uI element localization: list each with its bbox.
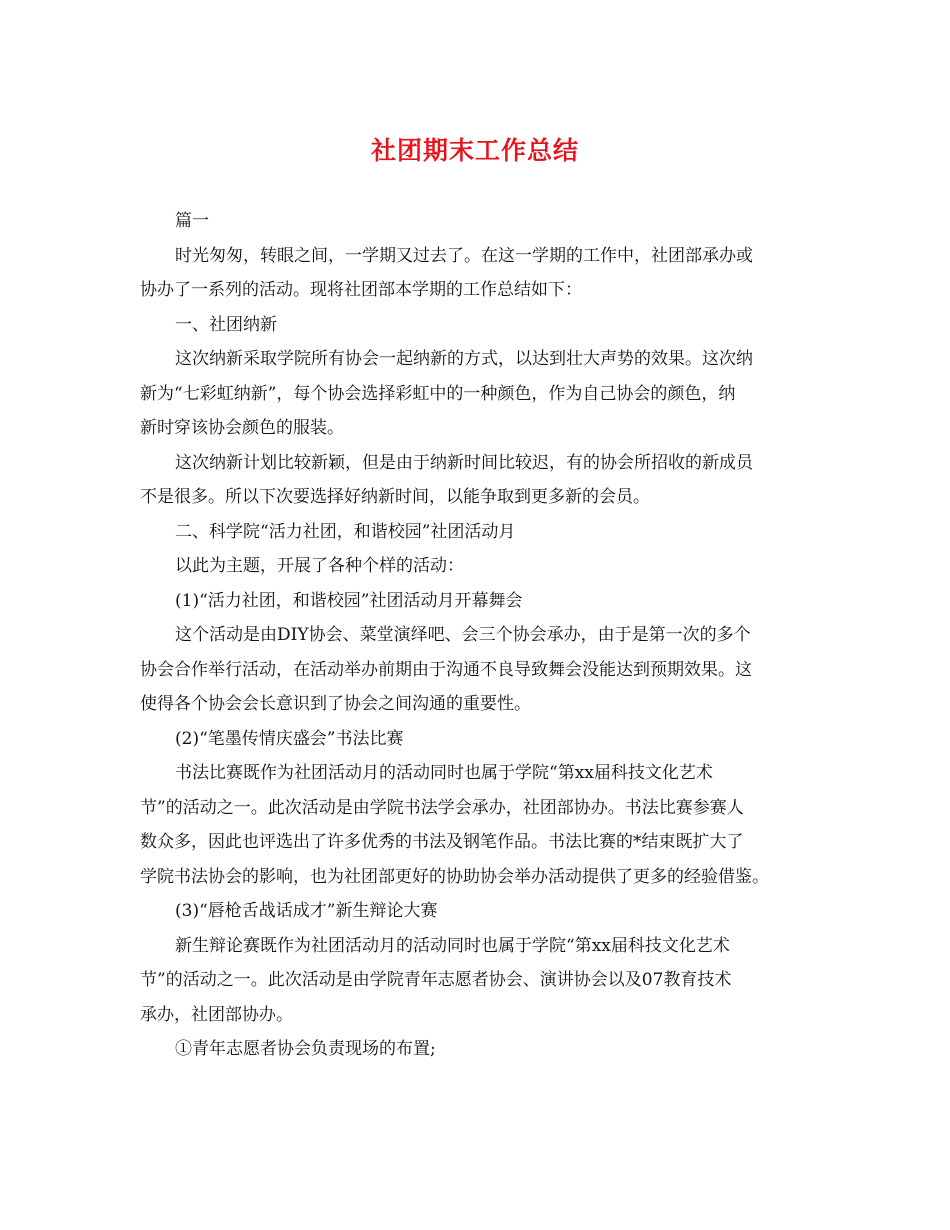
- subheading-calligraphy: (2)“笔墨传情庆盛会”书法比赛: [175, 728, 404, 749]
- document-body: [140, 204, 830, 1067]
- paragraph-section-label: 篇一: [175, 211, 209, 231]
- subheading-debate: (3)“唇枪舌战话成才”新生辩论大赛: [175, 901, 438, 921]
- paragraph-calligraphy: 书法比赛既作为社团活动月的活动同时也属于学院“第xx届科技文化艺术 节”的活动之一。此次活动是由学院书法学会承办，社团部协办。书法比赛参赛人 数众多，因此也评选出了许多优秀的书法及钢笔作品。书法比赛的*结束既扩大了 学院书法协会的影响，也为社团部更好的协助协会举办活动提供了更多的经验借鉴。: [140, 763, 769, 887]
- paragraph-opening-dance: 这个活动是由DIY协会、菜堂演绎吧、会三个协会承办，由于是第一次的多个 协会合作举行活动，在活动举办前期由于沟通不良导致舞会没能达到预期效果。这 使得各个协会会长意识到了协会之间沟通的重要性。: [140, 625, 752, 714]
- document-title: 社团期末工作总结: [370, 136, 579, 165]
- heading-recruitment: 一、社团纳新: [175, 314, 277, 335]
- paragraph-debate: 新生辩论赛既作为社团活动月的活动同时也属于学院“第xx届科技文化艺术 节”的活动之一。此次活动是由学院青年志愿者协会、演讲协会以及07教育技术 承办，社团部协办。: [140, 935, 732, 1025]
- list-item-volunteers: ①青年志愿者协会负责现场的布置;: [175, 1039, 436, 1059]
- paragraph-activity-theme: 以此为主题，开展了各种个样的活动：: [175, 556, 464, 576]
- paragraph-intro: 时光匆匆，转眼之间，一学期又过去了。在这一学期的工作中，社团部承办或 协办了一系列的活动。现将社团部本学期的工作总结如下：: [140, 245, 753, 300]
- subheading-opening-dance: (1)“活力社团，和谐校园”社团活动月开幕舞会: [175, 590, 523, 611]
- paragraph-recruitment-method: 这次纳新采取学院所有协会一起纳新的方式，以达到壮大声势的效果。这次纳 新为“七彩虹纳新”，每个协会选择彩虹中的一种颜色，作为自己协会的颜色，纳 新时穿该协会颜色的服装。: [140, 349, 753, 438]
- paragraph-recruitment-review: 这次纳新计划比较新颖，但是由于纳新时间比较迟，有的协会所招收的新成员 不是很多。所以下次要选择好纳新时间，以能争取到更多新的会员。: [140, 452, 753, 507]
- heading-activity-month: 二、科学院“活力社团，和谐校园”社团活动月: [175, 521, 516, 542]
